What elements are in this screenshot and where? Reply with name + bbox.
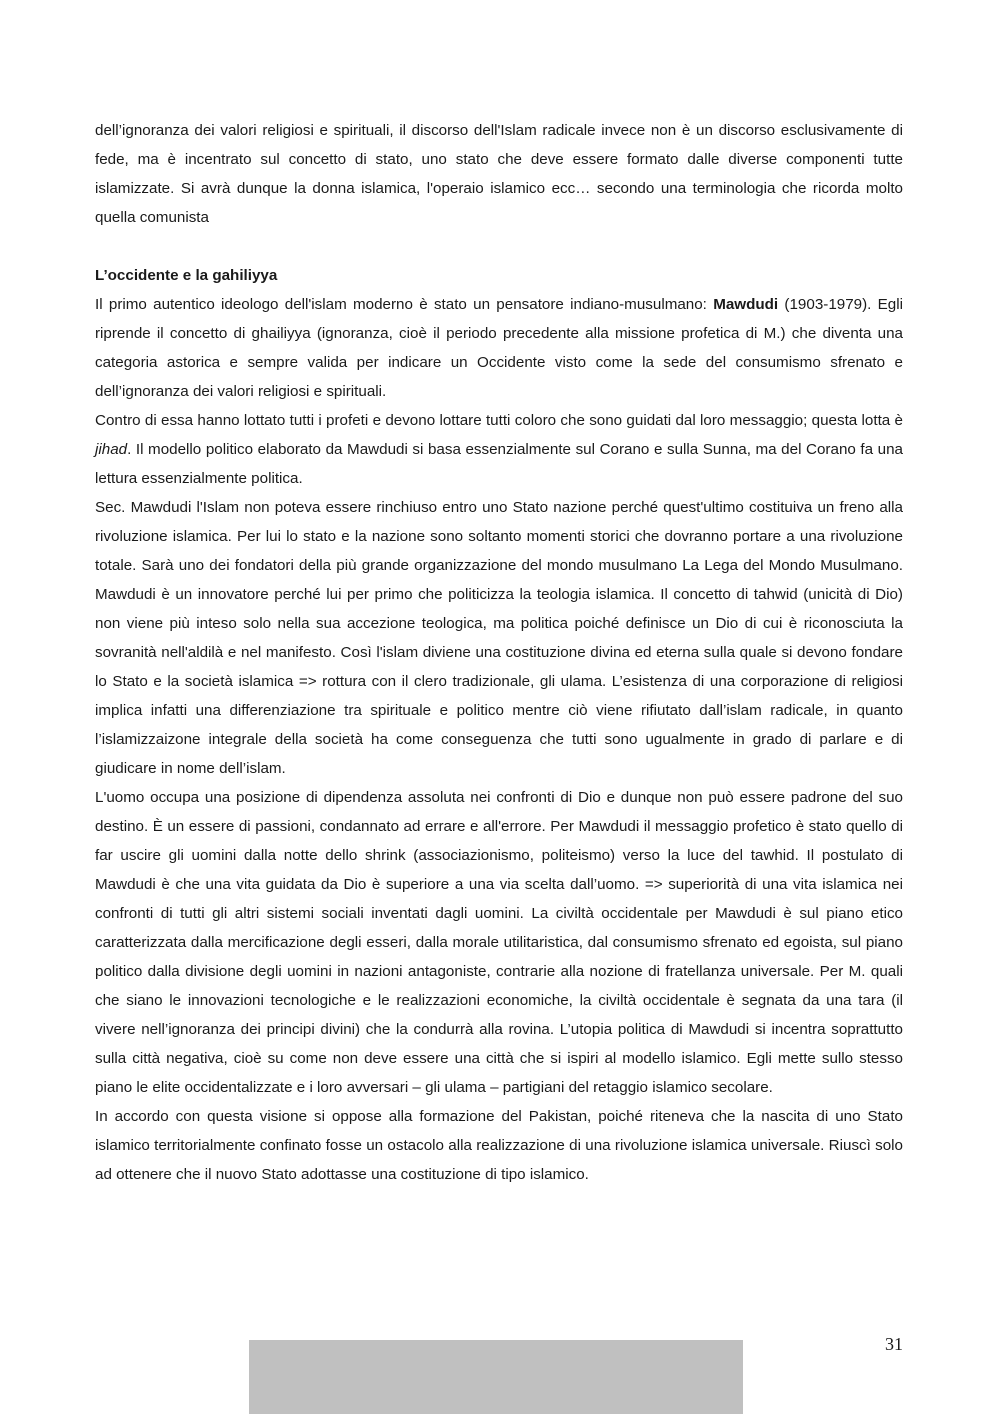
text-run: Il primo autentico ideologo dell'islam moderno è stato un pensatore indiano-musulmano: [95, 296, 714, 313]
bold-name-mawdudi: Mawdudi [713, 296, 779, 313]
paragraph-spacer [95, 232, 903, 261]
page-body [95, 116, 903, 1189]
paragraph-state-nation: Sec. Mawdudi l'Islam non poteva essere rinchiuso entro uno Stato nazione perché quest'ultimo costituiva un freno alla rivoluzione islamica. Per lui lo stato e la nazione sono soltanto momenti storici che dovranno portare a una rivoluzione totale. Sarà uno dei fondatori della più grande organizzazione del mondo musulmano La Lega del Mondo Musulmano. Mawdudi è un innovatore perché lui per primo che politicizza la teologia islamica. Il concetto di tahwid (unicità di Dio) non viene più inteso solo nella sua accezione teologica, ma politica poiché definisce un Dio di cui è riconosciuta la sovranità nell'aldilà e nel manifesto. Così l'islam diviene una costituzione divina ed eterna sulla quale si devono fondare lo Stato e la società islamica => rottura con il clero tradizionale, gli ulama. L’esistenza di una corporazione di religiosi implica infatti una differenziazione tra spirituale e politico mentre ciò viene rifiutato dall’islam radicale, in quanto l’islamizzaizone integrale della società ha come conseguenza che tutti sono ugualmente in grado di parlare e di giudicare in nome dell’islam. [95, 499, 903, 777]
text-run: (1903-1979). Egli riprende il concetto di ghailiyya (ignoranza, cioè il periodo precedente alla missione profetica di M.) che diventa una categoria astorica e sempre valida per indicare un Occidente visto come la sede del consumismo sfrenato e dell’ignoranza dei valori religiosi e spirituali. [95, 296, 903, 400]
italic-term-jihad: jihad [95, 441, 128, 458]
text-run: . Il modello politico elaborato da Mawdudi si basa essenzialmente sul Corano e sulla Sunna, ma del Corano fa una lettura essenzialmente politica. [95, 441, 903, 487]
paragraph-pakistan: In accordo con questa visione si oppose alla formazione del Pakistan, poiché riteneva che la nascita di uno Stato islamico territorialmente confinato fosse un ostacolo alla realizzazione di una rivoluzione islamica universale. Riuscì solo ad ottenere che il nuovo Stato adottasse una costituzione di tipo islamico. [95, 1108, 903, 1183]
paragraph-mawdudi-intro [95, 290, 903, 406]
paragraph-jihad [95, 406, 903, 493]
footer-bar [249, 1340, 743, 1414]
page-number: 31 [885, 1334, 903, 1354]
section-heading: L’occidente e la gahiliyya [95, 267, 278, 284]
paragraph-intro: dell’ignoranza dei valori religiosi e spirituali, il discorso dell'Islam radicale invece non è un discorso esclusivamente di fede, ma è incentrato sul concetto di stato, uno stato che deve essere formato dalle diverse componenti tutte islamizzate. Si avrà dunque la donna islamica, l'operaio islamico ecc… secondo una terminologia che ricorda molto quella comunista [95, 122, 903, 226]
paragraph-human-condition: L'uomo occupa una posizione di dipendenza assoluta nei confronti di Dio e dunque non può essere padrone del suo destino. È un essere di passioni, condannato ad errare e all'errore. Per Mawdudi il messaggio profetico è stato quello di far uscire gli uomini dalla notte dello shrink (associazionismo, politeismo) verso la luce del tawhid. Il postulato di Mawdudi è che una vita guidata da Dio è superiore a una via scelta dall’uomo. => superiorità di una vita islamica nei confronti di tutti gli altri sistemi sociali inventati dagli uomini. La civiltà occidentale per Mawdudi è sul piano etico caratterizzata dalla mercificazione degli esseri, dalla morale utilitaristica, dal consumismo sfrenato ed egoista, sul piano politico dalla divisione degli uomini in nazioni antagoniste, contrarie alla nozione di fratellanza universale. Per M. quali che siano le innovazioni tecnologiche e le realizzazioni economiche, la civiltà occidentale è segnata da una tara (il vivere nell’ignoranza dei principi divini) che la condurrà alla rovina. L’utopia politica di Mawdudi si incentra soprattutto sulla città negativa, cioè su come non deve essere una città che si ispiri al modello islamico. Egli mette sullo stesso piano le elite occidentalizzate e i loro avversari – gli ulama – partigiani del retaggio islamico secolare. [95, 789, 903, 1096]
text-run: Contro di essa hanno lottato tutti i profeti e devono lottare tutti coloro che sono guidati dal loro messaggio; questa lotta è [95, 412, 903, 429]
